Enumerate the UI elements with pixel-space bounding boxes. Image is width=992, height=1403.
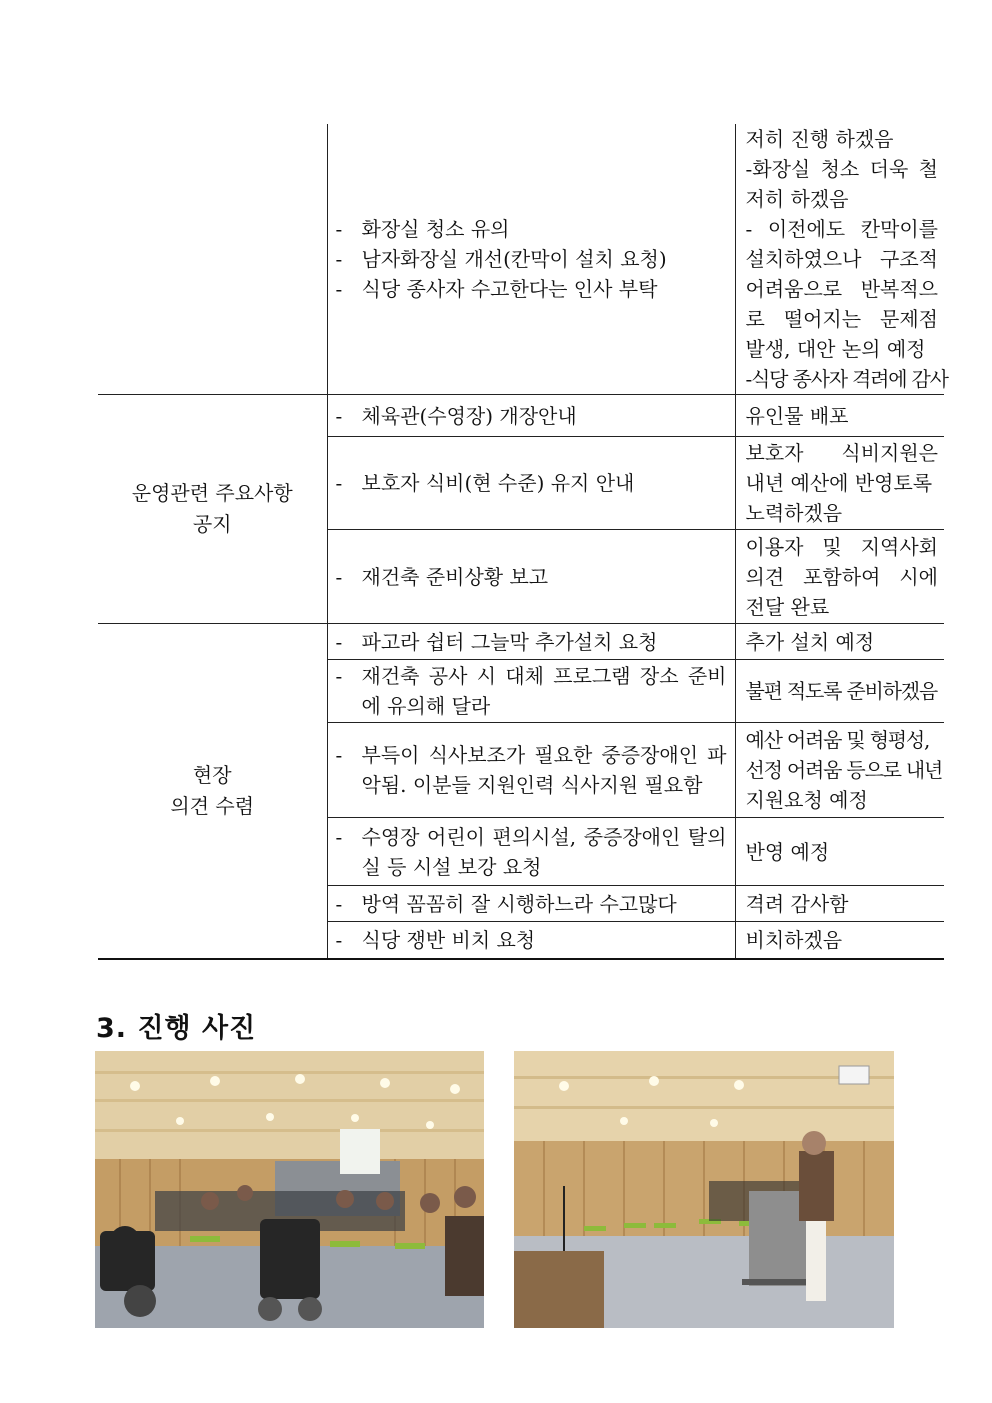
section-heading: 3. 진행 사진 — [96, 1013, 257, 1044]
request-cell — [327, 818, 735, 886]
request-cell — [327, 624, 735, 660]
bullet-dash: - — [335, 824, 343, 849]
bullet-dash: - — [335, 277, 343, 301]
response-line: -화장실 청소 더욱 철 — [745, 157, 938, 181]
request-text: 보호자 식비(현 수준) 유지 안내 — [361, 471, 635, 495]
response-line: 비치하겠음 — [745, 928, 843, 952]
photo-illustration — [95, 1051, 484, 1328]
response-line: 어려움으로 반복적으 — [745, 277, 938, 301]
bullet-dash: - — [335, 928, 343, 952]
request-text: 파고라 쉽터 그늘막 추가설치 요청 — [361, 629, 658, 654]
meeting-photo-audience — [95, 1051, 484, 1328]
request-text: 남자화장실 개선(칸막이 설치 요청) — [361, 247, 667, 271]
response-cell — [735, 723, 944, 818]
request-text: 화장실 청소 유의 — [361, 217, 510, 241]
list-item — [334, 244, 727, 274]
response-line: 저히 진행 하겠음 — [745, 127, 894, 151]
response-line: 발생, 대안 논의 예정 — [745, 337, 926, 361]
bullet-dash: - — [335, 664, 343, 688]
response-line: 전달 완료 — [745, 594, 830, 619]
response-cell — [735, 437, 944, 530]
response-cell — [735, 530, 944, 624]
bullet-dash: - — [335, 403, 343, 428]
request-cell — [327, 437, 735, 530]
table-row-continued — [98, 124, 944, 395]
request-cell — [327, 886, 735, 922]
category-cell-field-opinions — [98, 624, 327, 960]
bullet-dash: - — [335, 891, 343, 916]
response-cell — [735, 886, 944, 922]
request-cell — [327, 395, 735, 437]
response-line: 추가 설치 예정 — [745, 629, 875, 654]
response-cell — [735, 818, 944, 886]
response-cell — [735, 624, 944, 660]
response-line: 보호자 식비지원은 — [745, 441, 938, 465]
request-cell — [327, 660, 735, 723]
request-text: 식당 종사자 수고한다는 인사 부탁 — [361, 277, 658, 301]
request-text: 부득이 식사보조가 필요한 중증장애인 파악됨. 이분들 지원인력 식사지원 필요함 — [361, 743, 727, 797]
response-cell — [735, 124, 948, 395]
bullet-dash: - — [335, 629, 343, 654]
response-line: 설치하였으나 구조적 — [745, 247, 938, 271]
bullet-dash: - — [335, 743, 343, 767]
response-cell — [735, 922, 944, 960]
response-line: 저히 하겠음 — [745, 187, 849, 211]
response-line: 노력하겠음 — [745, 501, 843, 525]
request-cell — [327, 723, 735, 818]
response-line: 의견 포함하여 시에 — [745, 564, 938, 589]
response-line: 유인물 배포 — [745, 403, 849, 428]
list-item — [334, 274, 727, 304]
category-label: 공지 — [192, 512, 232, 536]
response-line: 내년 예산에 반영토록 — [745, 471, 933, 495]
response-line: 로 떨어지는 문제점 — [745, 307, 938, 331]
category-label: 운영관련 주요사항 — [131, 481, 293, 505]
category-label: 현장 — [192, 763, 232, 787]
request-text: 재건축 공사 시 대체 프로그램 장소 준비에 유의해 달라 — [361, 664, 727, 718]
bullet-dash: - — [335, 471, 343, 495]
meeting-photo-speaker — [514, 1051, 894, 1328]
category-label: 의견 수렴 — [170, 794, 255, 818]
table-row — [98, 624, 944, 660]
bullet-dash: - — [335, 564, 343, 589]
category-cell-empty — [98, 124, 327, 395]
response-line: 예산 어려움 및 형평성, — [745, 728, 930, 752]
response-cell — [735, 395, 944, 437]
response-cell — [735, 660, 944, 723]
response-line: 격려 감사함 — [745, 891, 849, 916]
list-item — [334, 214, 727, 244]
request-cell — [327, 922, 735, 960]
category-cell-operations — [98, 395, 327, 624]
response-line: 반영 예정 — [745, 839, 830, 864]
bullet-dash: - — [335, 247, 343, 271]
response-line: 지원요청 예정 — [745, 788, 868, 812]
request-cell — [327, 530, 735, 624]
request-text: 수영장 어린이 편의시설, 중증장애인 탈의실 등 시설 보강 요청 — [361, 824, 727, 879]
response-line: 이용자 및 지역사회 — [745, 534, 938, 559]
request-text: 체육관(수영장) 개장안내 — [361, 403, 577, 428]
request-cell — [327, 124, 735, 395]
request-text: 식당 쟁반 비치 요청 — [361, 928, 536, 952]
bullet-dash: - — [335, 217, 343, 241]
photo-illustration — [514, 1051, 894, 1328]
response-line: - 이전에도 칸막이를 — [745, 217, 938, 241]
response-line: -식당 종사자 격려에 감사 — [745, 367, 948, 391]
feedback-table — [98, 124, 948, 960]
response-line: 선정 어려움 등으로 내년 — [745, 758, 943, 782]
table-row — [98, 395, 944, 437]
request-text: 방역 꼼꼼히 잘 시행하느라 수고많다 — [361, 891, 677, 916]
response-line: 불편 적도록 준비하겠음 — [745, 679, 938, 703]
request-text: 재건축 준비상황 보고 — [361, 564, 549, 589]
